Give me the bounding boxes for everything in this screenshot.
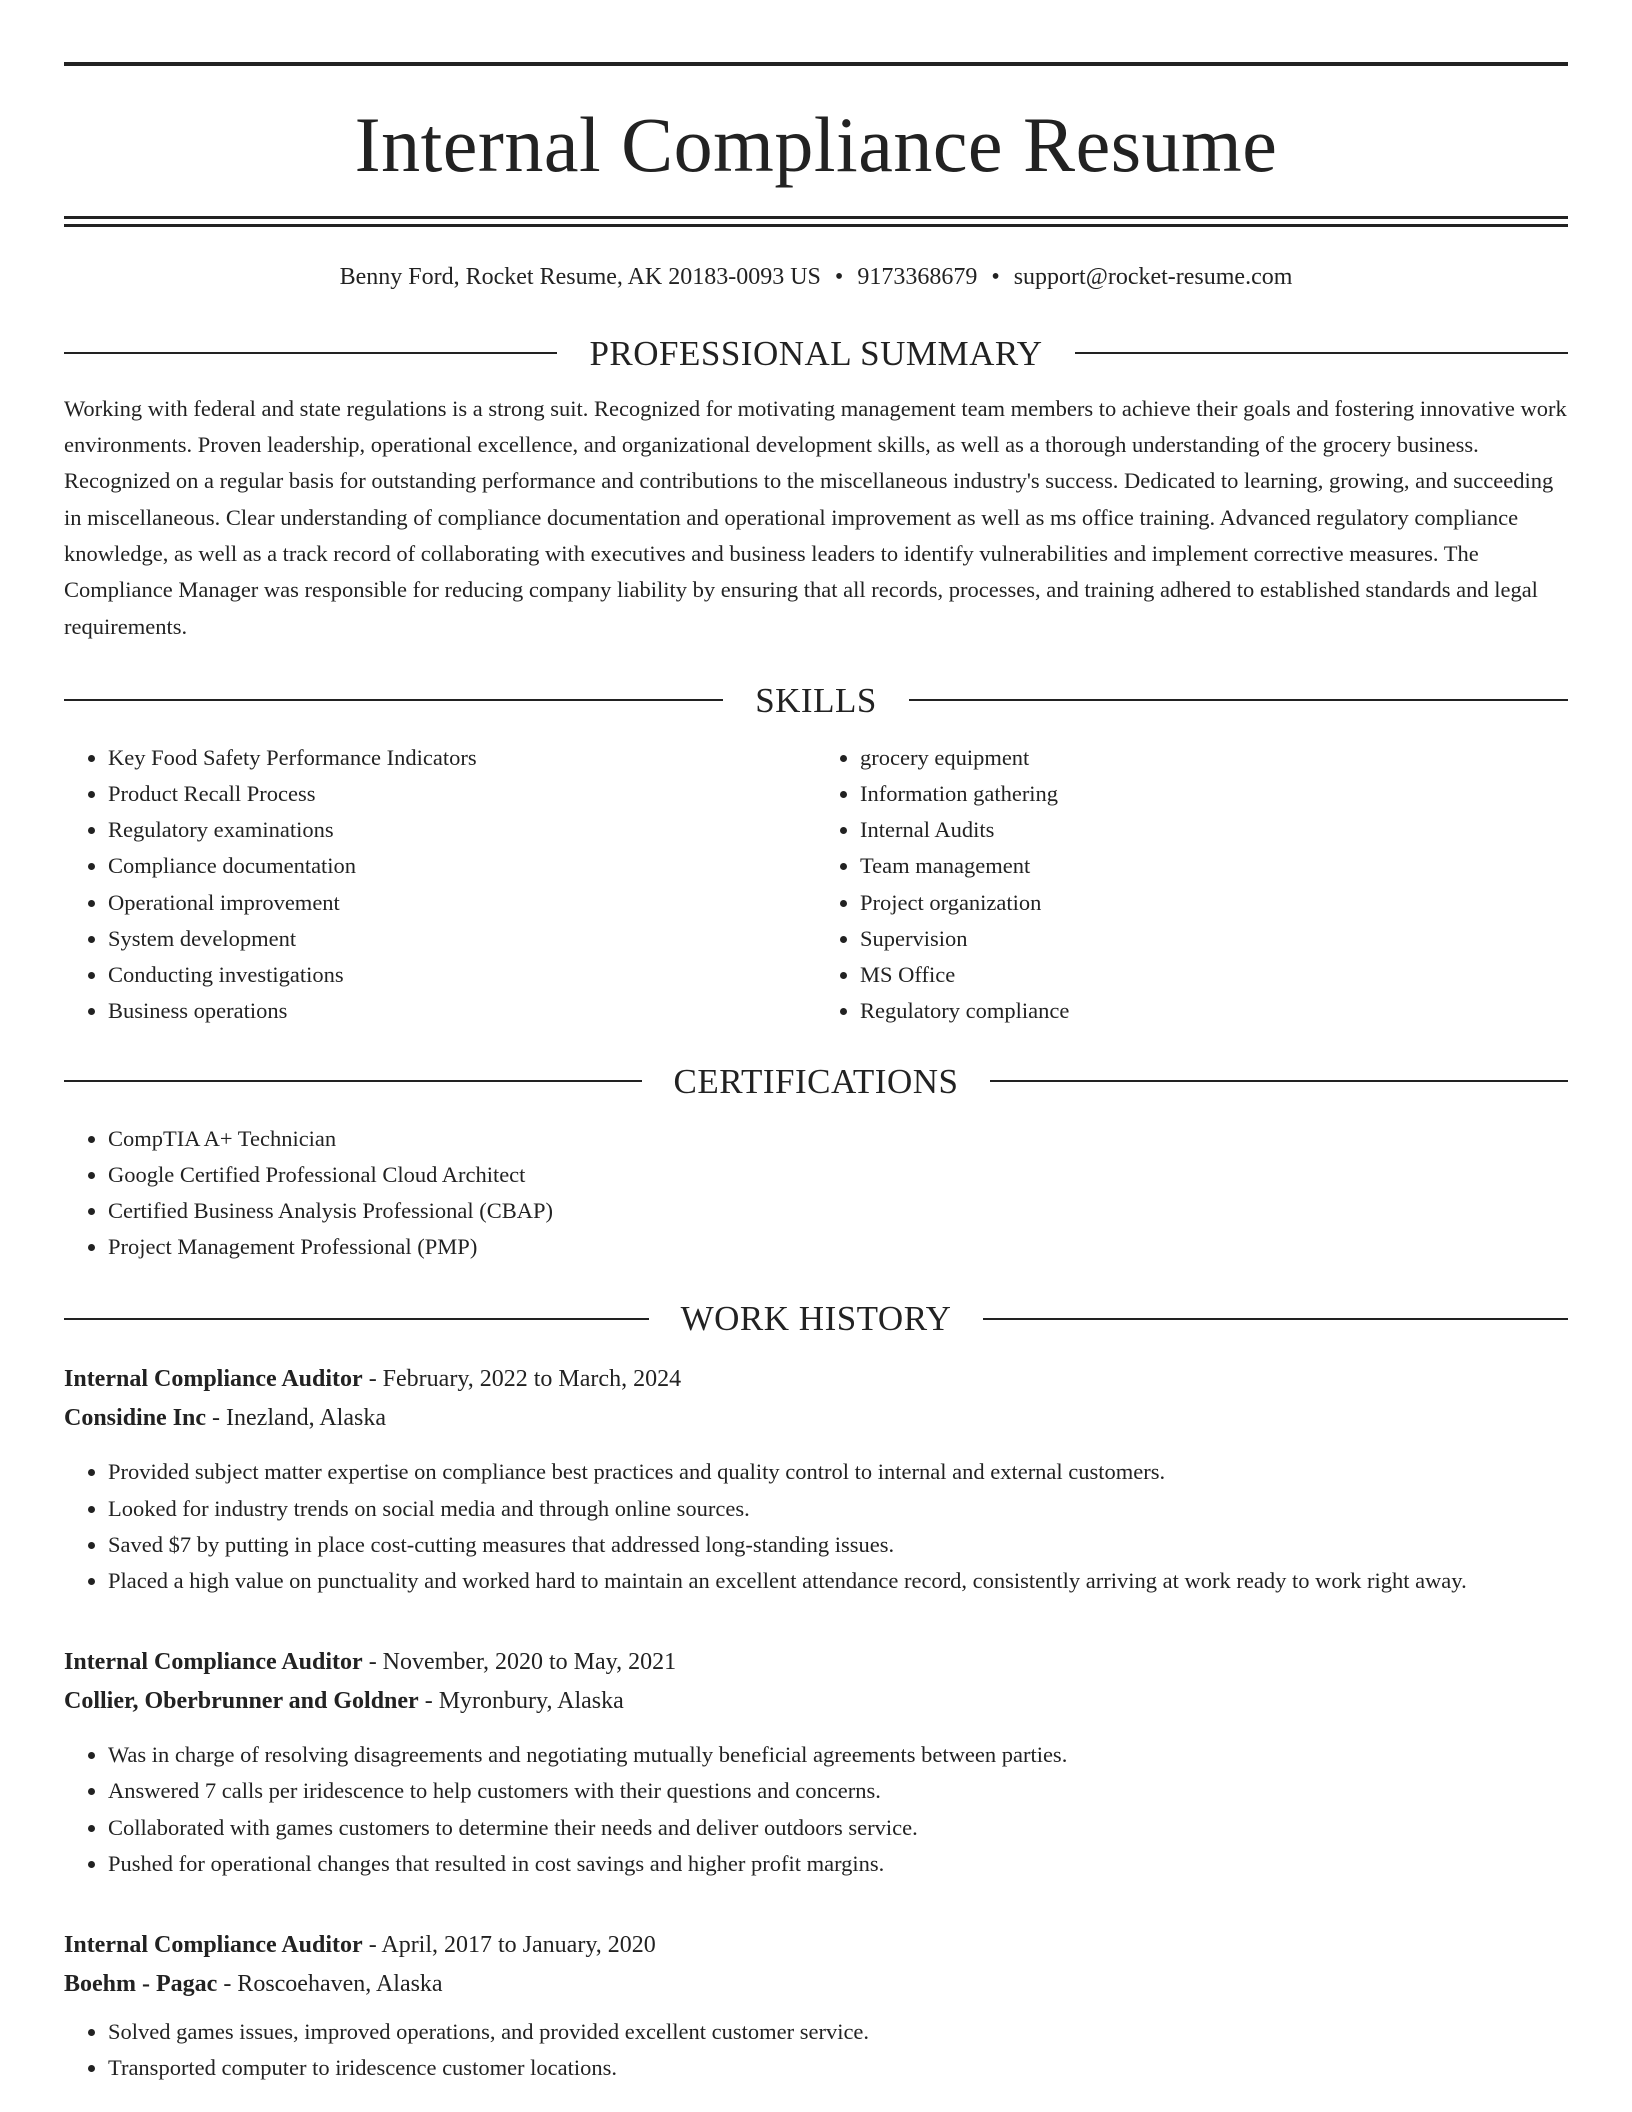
section-title-summary: PROFESSIONAL SUMMARY (589, 333, 1043, 373)
skill-item: • Conducting investigations (108, 957, 816, 993)
certification-item: • Google Certified Professional Cloud Architect (108, 1157, 1568, 1193)
job-bullet: • Was in charge of resolving disagreements and negotiating mutually beneficial agreements between parties. (108, 1737, 1568, 1773)
skill-item: • MS Office (860, 957, 1568, 993)
skills-list-left (64, 740, 816, 1030)
section-header-summary (64, 333, 1568, 373)
skill-item: • Key Food Safety Performance Indicators (108, 740, 816, 776)
contact-line (64, 263, 1568, 292)
skill-item: • Regulatory examinations (108, 812, 816, 848)
title-double-rule (64, 216, 1568, 227)
job-title: Internal Compliance Auditor (64, 1931, 363, 1958)
divider-line (983, 1318, 1568, 1320)
certification-item: • Certified Business Analysis Professional (CBAP) (108, 1193, 1568, 1229)
job-location: - Myronbury, Alaska (424, 1688, 624, 1715)
divider-line (64, 1318, 649, 1320)
section-title-work-history: WORK HISTORY (680, 1299, 952, 1339)
divider-line (990, 1080, 1568, 1082)
job-bullet: • Collaborated with games customers to determine their needs and deliver outdoors service. (108, 1810, 1568, 1846)
skill-item: • Team management (860, 848, 1568, 884)
contact-separator: • (834, 264, 844, 290)
contact-email: support@rocket-resume.com (1013, 264, 1293, 290)
job-dates: - April, 2017 to January, 2020 (368, 1931, 656, 1958)
skill-item: • Internal Audits (860, 812, 1568, 848)
certifications-list (64, 1121, 1568, 1266)
job-bullet: • Placed a high value on punctuality and worked hard to maintain an excellent attendance record, consistently arriving at work ready to work right away. (108, 1563, 1568, 1599)
skill-item: • Business operations (108, 993, 816, 1029)
job-bullet: • Provided subject matter expertise on compliance best practices and quality control to internal and external customers. (108, 1454, 1568, 1490)
job-company-line (64, 1682, 1568, 1721)
certification-item: • Project Management Professional (PMP) (108, 1229, 1568, 1265)
skill-item: • Regulatory compliance (860, 993, 1568, 1029)
divider-line (64, 352, 557, 354)
skill-item: • Operational improvement (108, 885, 816, 921)
skill-item: • Compliance documentation (108, 848, 816, 884)
job-bullets (64, 1737, 1568, 1882)
section-header-skills (64, 680, 1568, 720)
job-bullet: • Solved games issues, improved operations, and provided excellent customer service. (108, 2014, 1568, 2050)
job-bullets (64, 2014, 1568, 2086)
skill-item: • System development (108, 921, 816, 957)
job-dates: - November, 2020 to May, 2021 (368, 1649, 677, 1676)
job-title: Internal Compliance Auditor (64, 1366, 363, 1393)
top-rule (64, 62, 1568, 66)
skills-columns (64, 740, 1568, 1030)
job-location: - Inezland, Alaska (212, 1405, 386, 1432)
section-header-certifications (64, 1061, 1568, 1101)
job-entry (64, 1643, 1568, 1882)
job-title-line (64, 1926, 1568, 1965)
divider-line (64, 1080, 642, 1082)
section-title-skills: SKILLS (755, 680, 877, 720)
job-bullet: • Pushed for operational changes that resulted in cost savings and higher profit margins. (108, 1846, 1568, 1882)
job-company-line (64, 1965, 1568, 2004)
certification-item: • CompTIA A+ Technician (108, 1121, 1568, 1157)
divider-line (909, 699, 1568, 701)
section-title-certifications: CERTIFICATIONS (673, 1061, 959, 1101)
job-entry (64, 1360, 1568, 1599)
skill-item: • Supervision (860, 921, 1568, 957)
job-company: Boehm - Pagac (64, 1970, 218, 1997)
job-dates: - February, 2022 to March, 2024 (368, 1366, 682, 1393)
job-title-line (64, 1360, 1568, 1399)
job-bullet: • Answered 7 calls per iridescence to help customers with their questions and concerns. (108, 1773, 1568, 1809)
page-title: Internal Compliance Resume (354, 101, 1278, 188)
section-header-work-history (64, 1299, 1568, 1339)
job-title: Internal Compliance Auditor (64, 1649, 363, 1676)
job-title-line (64, 1643, 1568, 1682)
job-bullet: • Looked for industry trends on social media and through online sources. (108, 1491, 1568, 1527)
job-bullet: • Transported computer to iridescence customer locations. (108, 2050, 1568, 2086)
skill-item: • grocery equipment (860, 740, 1568, 776)
job-location: - Roscoehaven, Alaska (223, 1970, 443, 1997)
job-company: Considine Inc (64, 1405, 207, 1432)
skill-item: • Product Recall Process (108, 776, 816, 812)
contact-separator: • (991, 264, 1000, 290)
contact-phone: 9173368679 (857, 264, 978, 290)
job-company: Collier, Oberbrunner and Goldner (64, 1688, 419, 1715)
summary-paragraph: Working with federal and state regulations is a strong suit. Recognized for motivating management team members to achieve their goals and fostering innovative work environments. Proven leadership, operational excellence, and organizational development skills, as well as a thorough understanding of the grocery business. Recognized on a regular basis for outstanding performance and contributions to the miscellaneous industry's success. Dedicated to learning, growing, and succeeding in miscellaneous. Clear understanding of compliance documentation and operational improvement as well as ms office training. Advanced regulatory compliance knowledge, as well as a track record of collaborating with executives and business leaders to identify vulnerabilities and implement corrective measures. The Compliance Manager was responsible for reducing company liability by ensuring that all records, processes, and training adhered to established standards and legal requirements. (64, 395, 1567, 639)
job-bullet: • Saved $7 by putting in place cost-cutting measures that addressed long-standing issues. (108, 1527, 1568, 1563)
skill-item: • Information gathering (860, 776, 1568, 812)
skill-item: • Project organization (860, 885, 1568, 921)
job-bullets (64, 1454, 1568, 1599)
divider-line (1075, 352, 1568, 354)
job-company-line (64, 1399, 1568, 1438)
contact-address: Benny Ford, Rocket Resume, AK 20183-0093 US (339, 264, 821, 290)
job-entry (64, 1926, 1568, 2086)
divider-line (64, 699, 723, 701)
skills-list-right (816, 740, 1568, 1030)
